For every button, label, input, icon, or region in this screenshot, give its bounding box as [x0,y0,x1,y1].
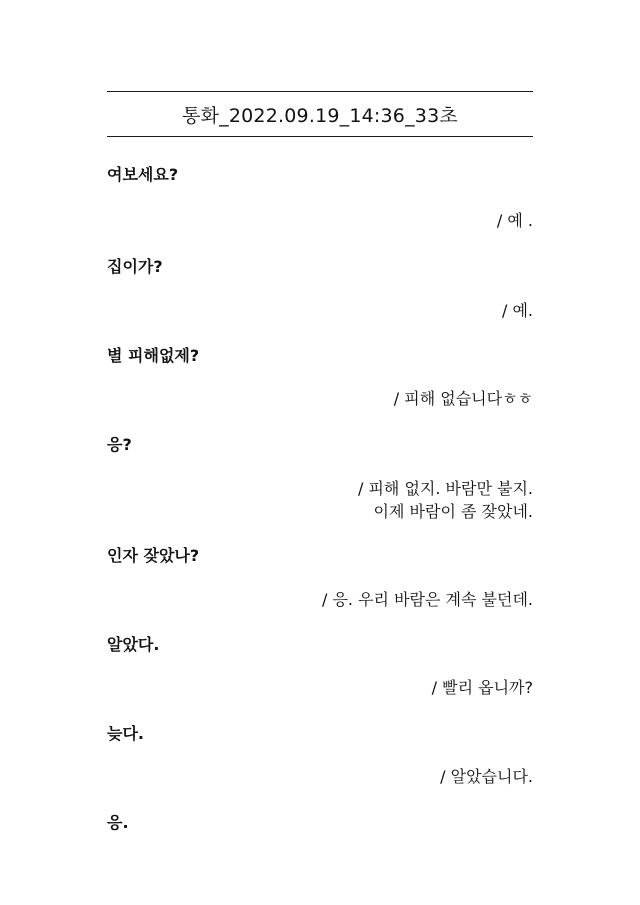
line-callee: 이제 바람이 좀 잦았네. [373,502,533,521]
line-callee: / 피해 없습니다ㅎㅎ [393,389,533,408]
line-caller: 늦다. [107,724,144,743]
line-callee: / 알았습니다. [440,767,533,786]
line-caller: 집이가? [107,257,163,276]
line-callee: / 예 . [496,211,533,230]
line-caller: 응. [107,813,129,832]
line-caller: 별 피해없제? [107,346,200,365]
line-callee: / 피해 없지. 바람만 불지. [357,479,533,498]
line-caller: 알았다. [107,635,160,654]
line-callee: / 응. 우리 바람은 계속 불던데. [321,590,533,609]
line-callee: / 빨리 옵니까? [431,678,533,697]
line-caller: 응? [107,435,132,454]
line-caller: 인자 잦았나? [107,546,200,565]
line-callee: / 예. [501,301,533,320]
transcript-title: 통화_2022.09.19_14:36_33초 [107,91,533,137]
line-caller: 여보세요? [107,165,179,184]
